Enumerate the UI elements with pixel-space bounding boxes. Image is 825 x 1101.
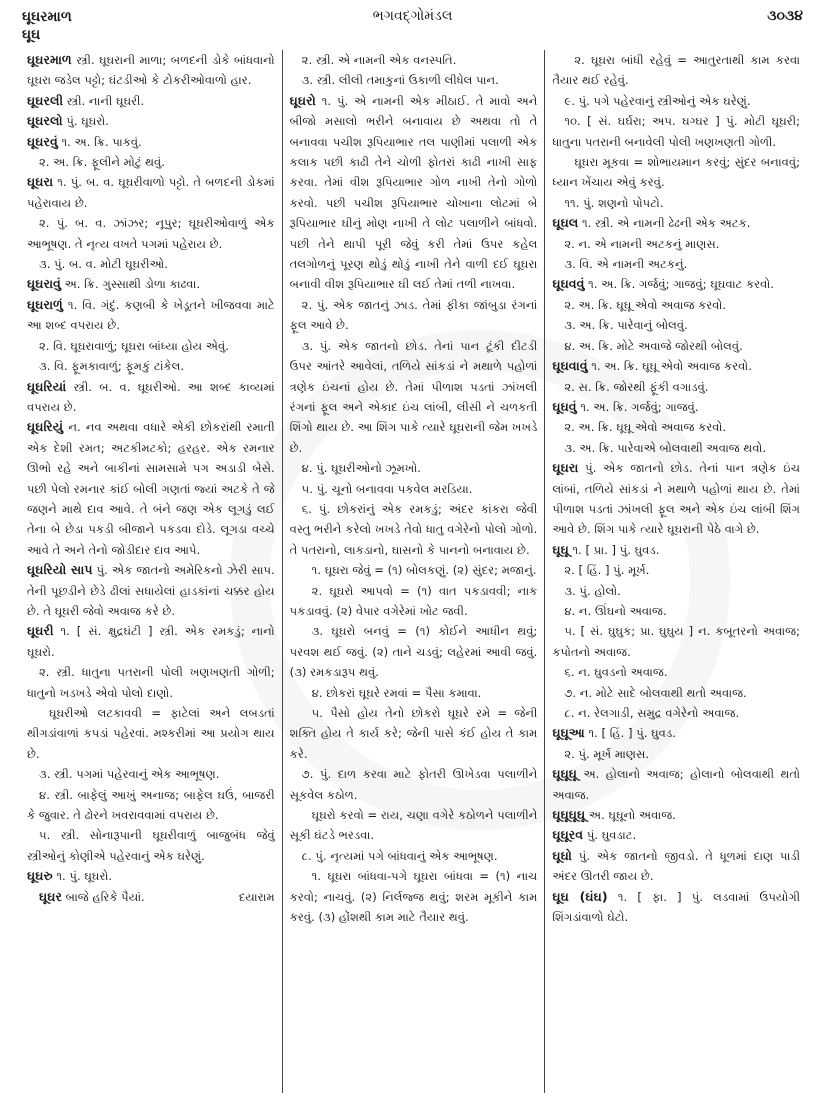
dictionary-entry bbox=[552, 213, 800, 233]
definition-text: પું. એક જાતનો છોડ. તેનાં પાન ત્રણેક ઇંચ લાંબાં, તળિયે સાંકડાં ને મથાળે પહોળાં થાય છે. તેમાં પીળાશ પડતાં ઝાંખલી ફૂલ અને એક ઇંચ લાંબી શિંગ આવે છે. શિંગ પાકે ત્યારે ઘૂઘરાની પેઠે વાગે છે. bbox=[552, 461, 801, 537]
entry-sense bbox=[290, 805, 538, 846]
entry-sense bbox=[290, 581, 538, 622]
entry-sense bbox=[290, 703, 538, 764]
dictionary-entry bbox=[552, 887, 800, 928]
definition-text: ૧. [ પ્રા. ] પું. ઘુવડ. bbox=[568, 542, 660, 557]
definition-text: ૨. ન. એ નામની અટકનું માણસ. bbox=[564, 236, 720, 251]
column-2 bbox=[282, 50, 545, 1093]
definition-text: ૫. સ્ત્રી. સોનારૂપાની ઘૂઘરીવાળું બાજુબંધ જેવું સ્ત્રીઓનું કોણીએ પહેરવાનું એક ઘરેણું. bbox=[27, 828, 275, 863]
entry-sense bbox=[552, 50, 800, 91]
entry-sense bbox=[27, 356, 275, 376]
definition-text: ૯. પું. પગે પહેરવાનું સ્ત્રીઓનું એક ઘરેણું. bbox=[564, 93, 751, 108]
definition-text: ૧. [ સં. ક્ષુદ્રઘંટી ] સ્ત્રી. એક રમકડું; નાનો ઘૂઘરો. bbox=[27, 624, 275, 659]
definition-text: ૧. પું. ઘૂઘરો. bbox=[52, 869, 113, 884]
entry-sense bbox=[290, 764, 538, 805]
headword: ઘૂઘૂઆ bbox=[552, 725, 585, 741]
definition-text: ૧૦. [ સં. ઘર્ઘરા; અપ. ઘગ્ઘર ] પું. મોટી ઘૂઘરી; ધાતુના પતરાની બનાવેલી પોલી ખણખણતી ગોળી. bbox=[552, 114, 801, 149]
dictionary-entry bbox=[552, 540, 800, 560]
definition-text: ૩. સ્ત્રી. પગમાં પહેરવાનું એક આભૂષણ. bbox=[39, 767, 220, 782]
dictionary-entry bbox=[27, 132, 275, 152]
definition-text: ૧. પું. એ નામની એક મીઠાઈ. તે માવો અને બીજો મસાલો ભરીને બનાવાય છે અથવા તો તે બનાવવા પચીશ રૂપિયાભાર તલ પાણીમાં પલાળી એક કલાક પછી કાઢી તેને ચોળી ફોતરાં કાઢી નાખી સાફ કરવા. તેમાં વીશ રૂપિયાભાર ગોળ નાખી તેનો ગોળો કરવો. પછી પચીશ રૂપિયાભાર ચોખાના લોટમાં બે રૂપિયાભાર ઘીનું મોણ નાખી તે લોટ પલાળીને બાંધવો. પછી તેને થાપી પૂરી જેવું કરી તેમાં ઉપર કહેલ તલગોળનું પૂરણ થોડું થોડું નાખી તેને વાળી દઈ ઘૂઘરા બનાવી વીશ રૂપિયાભાર ઘી લઈ તેમાં તળી નાખવા. bbox=[289, 93, 538, 292]
dictionary-entry bbox=[27, 417, 275, 560]
definition-text: ૧. અ. ક્રિ. ઘૂઘૂ એવો અવાજ કરવો. bbox=[587, 359, 752, 374]
entry-sense bbox=[552, 621, 800, 662]
definition-text: ૩. પું. બ. વ. મોટી ઘૂઘરીઓ. bbox=[39, 257, 168, 272]
entry-sense bbox=[552, 111, 800, 152]
headword: ઘૂઘલ bbox=[552, 215, 579, 231]
headword: ઘૂઘરિયો સાપ bbox=[27, 562, 93, 578]
dictionary-entry bbox=[552, 764, 800, 805]
entry-sense bbox=[290, 560, 538, 580]
definition-text: ૭. ન. મોટે સાદે બોલવાથી થતો અવાજ. bbox=[564, 685, 747, 700]
definition-text: સ્ત્રી. બ. વ. ઘૂઘરીઓ. આ શબ્દ કાવ્યમાં વપરાય છે. bbox=[27, 379, 275, 414]
headword: ઘૂઘવાવું bbox=[552, 358, 588, 374]
definition-text: ૨. ઘૂઘરા બાંધી રહેવું = આતુરતાથી કામ કરવા તૈયાર થઈ રહેવું. bbox=[552, 53, 801, 88]
headword: ઘૂઘૂઘૂઘૂ bbox=[552, 807, 586, 823]
definition-text: ૬. ન. ઘુવડનો અવાજ. bbox=[564, 665, 668, 680]
definition-text: ૧. [ હિં. ] પું. ઘુવડ. bbox=[584, 726, 676, 741]
dictionary-entry bbox=[27, 274, 275, 294]
definition-text: ૫. પું. ચૂનો બનાવવા પકવેલ મરડિયા. bbox=[301, 481, 473, 496]
headword: ઘૂઘરમાળ bbox=[27, 52, 72, 67]
definition-text: ૧. [ ફા. ] પું. લડવામાં ઉપયોગી શિંગડાંવાળો ઘેટો. bbox=[552, 889, 801, 925]
definition-text: પું. ઘુવડાટ. bbox=[583, 828, 637, 843]
definition-text: ૧. વિ. ગંદું. કણબી કે ખેડૂતને ખીજવવા માટે આ શબ્દ વપરાય છે. bbox=[27, 297, 275, 333]
definition-text: ઘૂઘરો કરવો = રાય, ચણા વગેરે કઠોળને પલાળીને સૂકી ઘંટડે ભરડવા. bbox=[289, 808, 538, 843]
definition-text: ૧. અ. ક્રિ. પાકવું. bbox=[57, 134, 142, 149]
entry-sense bbox=[552, 744, 800, 764]
guide-word-first: ઘૂઘરમાળ bbox=[22, 9, 72, 25]
definition-text: ૩. પું. એક જાતનો છોડ. તેનાં પાન ટૂંકી દીટડી ઉપર આંતરે આવેલાં, તળિયે સાંકડાં ને મથાળે પહોળાં ત્રણેક ઇંચનાં હોય છે. તેમાં પીળાશ પડતાં ઝાંખલી રંગનાં ફૂલ અને એકાદ ઇંચ લાંબી, લીસી ને ચળકતી શિંગો થાય છે. આ શિંગ પાકે ત્યારે ઘૂઘરાની જેમ ખખડે છે. bbox=[289, 338, 538, 455]
definition-text: ૨. અ. ક્રિ. ફૂલીને મોટું થવું. bbox=[39, 155, 165, 170]
definition-text: ૩. વિ. એ નામની અટકનું. bbox=[564, 257, 688, 272]
entry-sense bbox=[552, 336, 800, 356]
definition-text: ૪. અ. ક્રિ. મોટે અવાજે જોરથી બોલવું. bbox=[564, 338, 743, 353]
entry-sense bbox=[552, 91, 800, 111]
definition-text: ૪. સ્ત્રી. બાફેલું આખું અનાજ; બાફેલ ઘઉં, બાજરી કે જુવાર. તે ઢોરને ખવરાવવામાં વપરાય છે. bbox=[27, 787, 275, 823]
dictionary-entry bbox=[27, 172, 275, 213]
entry-sense bbox=[552, 152, 800, 193]
entry-sense bbox=[552, 234, 800, 254]
definition-text: ૩. પું. હોલો. bbox=[564, 583, 621, 598]
headword: ઘૂઘરલી bbox=[27, 92, 64, 108]
definition-text: સ્ત્રી. નાની ઘૂઘરી. bbox=[63, 93, 145, 108]
entry-sense bbox=[27, 764, 275, 784]
definition-text: ૬. પું. છોકરાંનું એક રમકડું; અંદર કાંકરા જેવી વસ્તુ ભરીને કરેલો ખખડે તેવો ધાતુ વગેરેનો પોલો ગોળો. તે પતરાનો, લાકડાનો, ઘાસનો કે પાનનો બનાવાય છે. bbox=[289, 501, 538, 557]
headword: ઘૂઘરવું bbox=[27, 133, 58, 149]
entry-sense bbox=[290, 336, 538, 458]
entry-sense bbox=[27, 254, 275, 274]
headword: ઘૂઘવવું bbox=[552, 276, 585, 292]
dictionary-entry bbox=[552, 397, 800, 417]
definition-text: ન. નવ અથવા વધારે એકી છોકરાંથી રમાતી એક દેશી રમત; અટકીમટકો; હરહર. એક રમનાર ઊભો રહે અને બાકીનાં સામસામે પગ અડાડી બેસે. પછી પેલો રમનાર કાંઈ બોલી ગણતાં જ્યાં અટકે તે જે જણને માથે દાવ આવે. તે બંને જણ એક લૂગડું લઈ તેના બે છેડા પકડી બીજાને પકડવા દોડે. લૂગડા વચ્ચે આવે તે અને તેનો જોડીદાર દાવ આપે. bbox=[27, 420, 275, 557]
headword: ઘૂઘો bbox=[552, 847, 572, 863]
entry-sense bbox=[552, 193, 800, 213]
entry-sense bbox=[290, 621, 538, 682]
definition-text: અ. ઘૂઘૂનો અવાજ. bbox=[585, 808, 676, 823]
entry-sense bbox=[27, 662, 275, 703]
definition-text: ૮. ન. રેલગાડી, સમુદ્ર વગેરેનો અવાજ. bbox=[564, 706, 740, 720]
headword: ઘૂઘરિયાં bbox=[27, 378, 67, 394]
definition-text: ૪. છોકરાં ઘૂઘરે રમવાં = પૈસા કમાવા. bbox=[311, 685, 482, 700]
dictionary-entry bbox=[552, 356, 800, 376]
page-header bbox=[22, 8, 803, 48]
definition-text: અ. ક્રિ. ગુસ્સાથી ડોળા કાઢવા. bbox=[60, 277, 201, 292]
entry-sense bbox=[552, 560, 800, 580]
definition-text: અ. હોલાનો અવાજ; હોલાનો બોલવાથી થતો અવાજ. bbox=[552, 767, 801, 802]
entry-sense bbox=[290, 295, 538, 336]
entry-sense bbox=[27, 152, 275, 172]
dictionary-entry bbox=[27, 866, 275, 886]
definition-text: ૨. અ. ક્રિ. ઘૂઘૂ એવો અવાજ કરવો. bbox=[564, 420, 727, 435]
dictionary-entry bbox=[27, 295, 275, 336]
definition-text: ૫. પૈસો હોય તેનો છોકરો ઘૂઘરે રમે = જેની શક્તિ હોય તે કાર્ય કરે; જેની પાસે કંઈ હોય તે કામ કરે. bbox=[289, 706, 538, 761]
definition-text: ૮. પું. નૃત્યમાં પગે બાંધવાનું એક આભૂષણ. bbox=[301, 848, 498, 863]
definition-text: ૪. ન. ઊંઘનો અવાજ. bbox=[564, 603, 667, 618]
entry-sense bbox=[27, 887, 275, 907]
dictionary-entry bbox=[552, 723, 800, 743]
headword: ઘૂઘરા bbox=[552, 460, 579, 476]
definition-text: ૩. અ. ક્રિ. પારેવાએ બોલવાથી અવાજ થવો. bbox=[564, 440, 767, 455]
definition-text: ૭. પું. દાળ કરવા માટે ફોતરી ઊખેડવા પલાળીને સૂકવેલ કઠોળ. bbox=[289, 767, 538, 802]
entry-sense bbox=[290, 479, 538, 499]
dictionary-entry bbox=[552, 458, 800, 540]
definition-text: ૧. ઘૂઘરા જેવું = (૧) બોલકણું. (૨) સુંદર; મજાનું. bbox=[311, 563, 537, 578]
quote-author: દયારામ bbox=[238, 889, 275, 904]
headword: ઘૂઘરિયું bbox=[27, 419, 64, 435]
headword: ઘૂઘ (ઘંઘ) bbox=[552, 888, 608, 904]
entry-sense bbox=[290, 846, 538, 866]
definition-text: ૨. સ્ત્રી. ધાતુના પતરાની પોલી ખણખણતી ગોળી; ધાતુનો ખડખડે એવો પોલો દાણો. bbox=[27, 665, 275, 700]
entry-sense bbox=[552, 417, 800, 437]
entry-sense bbox=[27, 336, 275, 356]
entry-sense bbox=[290, 458, 538, 478]
entry-sense bbox=[27, 213, 275, 254]
definition-text: ૧. અ. ક્રિ. ગર્જવું; ગાજવું; ઘૂઘવાટ કરવો. bbox=[584, 277, 774, 292]
definition-text: પું. એક જાતનો જીવડો. તે ધૂળમાં દાણ પાડી અંદર ઊતરી જાય છે. bbox=[552, 848, 801, 884]
headword: ઘૂઘરાવું bbox=[27, 276, 61, 292]
definition-text: ૨. પું. એક જાતનું ઝાડ. તેમાં ફીકા જાંબુડા રંગનાં ફૂલ આવે છે. bbox=[289, 297, 538, 333]
definition-text: ૨. સ્ત્રી. એ નામની એક વનસ્પતિ. bbox=[301, 53, 457, 67]
definition-text: ૩. વિ. ફૂમકાવાળું; ફૂમકું ટાંકેલ. bbox=[39, 359, 185, 374]
definition-text: ૩. ઘૂઘરો બનવું = (૧) કોઈને આધીન થવું; પરવશ થઈ જવું. (૨) તાને ચડવું; લહેરમાં આવી જવું. (૩) રમકડારૂપ થવું. bbox=[289, 624, 538, 680]
column-1 bbox=[20, 50, 282, 1093]
definition-text: ૧. સ્ત્રી. એ નામની ઢેઢની એક અટક. bbox=[578, 216, 751, 231]
definition-text: ૨. પું. બ. વ. ઝાંઝર; નૂપુર; ઘૂઘરીઓવાળું એક આભૂષણ. તે નૃત્ય વખતે પગમાં પહેરાય છે. bbox=[27, 216, 275, 251]
entry-sense bbox=[290, 70, 538, 90]
dictionary-entry bbox=[27, 560, 275, 621]
definition-text: ઘૂઘરા મૂકવા = શોભાયમાન કરવું; સુંદર બનાવવું; ધ્યાન ખેંચાય એવું કરવું. bbox=[552, 155, 801, 190]
definition-text: ૧. અ. ક્રિ. ગર્જવું; ગાજવું. bbox=[576, 399, 699, 414]
dictionary-entry bbox=[552, 825, 800, 845]
entry-sense bbox=[552, 377, 800, 397]
column-3 bbox=[544, 50, 807, 1093]
dictionary-entry bbox=[27, 377, 275, 418]
entry-sense bbox=[552, 703, 800, 723]
entry-sense bbox=[552, 315, 800, 335]
entry-sense bbox=[27, 703, 275, 764]
dictionary-entry bbox=[27, 621, 275, 662]
headword: ઘૂઘરા bbox=[27, 174, 54, 190]
entry-sense bbox=[290, 499, 538, 560]
definition-text: ૨. અ. ક્રિ. ઘૂઘૂ એવો અવાજ કરવો. bbox=[564, 297, 727, 312]
dictionary-entry bbox=[27, 50, 275, 91]
entry-sense bbox=[290, 683, 538, 703]
entry-sense bbox=[27, 825, 275, 866]
entry-sense bbox=[552, 662, 800, 682]
definition-text: ૩. સ્ત્રી. લીલી તમાકુનાં ઉકાળી લીધેલ પાન. bbox=[301, 73, 499, 88]
headword: ઘૂઘરી bbox=[27, 623, 54, 639]
book-title: ભગવદ્ગોમંડલ bbox=[372, 8, 453, 24]
headword: ઘૂઘૂ bbox=[552, 541, 569, 557]
definition-text: ૧૧. પું. શણનો પોપટો. bbox=[564, 195, 664, 210]
definition-text: ૨. [ હિં. ] પું. મૂર્ખ. bbox=[564, 563, 650, 578]
definition-text: ૧. ઘૂઘરા બાંધવા-પગે ઘૂઘરા બાંધવા = (૧) નાચ કરવો; નાચવું. (૨) નિર્લજ્જ થવું; શરમ મૂકીને કામ કરવું. (૩) હોંશથી કામ માટે તૈયાર થવું. bbox=[289, 869, 538, 925]
definition-text: ઘૂઘરીઓ લટકાવવી = ફાટેલાં અને લબડતાં થીગડાંવાળાં કપડાં પહેરવાં. મશ્કરીમાં આ પ્રયોગ થાય છે. bbox=[27, 706, 275, 761]
definition-text: પું. ઘૂઘરો. bbox=[62, 114, 109, 129]
definition-text: સ્ત્રી. ઘૂઘરાની માળા; બળદની ડોકે બાંધવાનો ઘૂઘરા જડેલ પટ્ટો; ઘંટડીઓ કે ટોકરીઓવાળો હાર. bbox=[27, 53, 275, 88]
guide-word-last: ઘૂઘ bbox=[22, 27, 41, 43]
entry-sense bbox=[27, 785, 275, 826]
headword: ઘૂઘરાળું bbox=[27, 296, 63, 312]
entry-sense bbox=[552, 295, 800, 315]
headword: ઘૂઘરુ bbox=[27, 868, 53, 884]
entry-sense bbox=[290, 50, 538, 70]
definition-text: ૨. સ. ક્રિ. જોરથી ફૂંકી વગાડવું. bbox=[564, 379, 709, 394]
headword: ઘૂઘૂરવ bbox=[552, 827, 584, 843]
dictionary-entry bbox=[290, 91, 538, 295]
entry-sense bbox=[552, 683, 800, 703]
page-number: ૩૦૩૪ bbox=[767, 8, 803, 24]
definition-text: ૪. પું. ઘૂઘરીઓનો ઝૂમખો. bbox=[301, 461, 421, 476]
headword: ઘૂઘર bbox=[39, 888, 62, 904]
dictionary-entry bbox=[27, 91, 275, 111]
definition-text: બાજે હરિકે પૈયાં. bbox=[61, 889, 145, 904]
entry-sense bbox=[552, 254, 800, 274]
definition-text: ૩. અ. ક્રિ. પારેવાનું બોલવું. bbox=[564, 318, 688, 333]
headword: ઘૂઘરો bbox=[289, 92, 316, 108]
headword: ઘૂઘૂઘૂ bbox=[552, 766, 578, 782]
entry-sense bbox=[552, 601, 800, 621]
dictionary-entry bbox=[552, 274, 800, 294]
definition-text: ૨. પું. મૂર્ખ માણસ. bbox=[564, 746, 650, 761]
dictionary-columns bbox=[20, 50, 807, 1093]
definition-text: ૨. વિ. ઘૂઘરાવાળું; ઘૂઘરા બાંધ્યા હોય એવું. bbox=[39, 338, 229, 353]
dictionary-entry bbox=[552, 805, 800, 825]
definition-text: પું. એક જાતનો અમેરિકનો ઝેરી સાપ. તેની પૂછડીને છેડે ઢીલાં સધાયેલાં હાડકાંનાં ચક્કર હોય છે. તે ઘૂઘરી જેવો અવાજ કરે છે. bbox=[27, 563, 275, 618]
definition-text: ૫. [ સં. ઘુઘુક; પ્રા. ઘુઘુય ] ન. કબૂતરનો અવાજ; કપોતનો અવાજ. bbox=[552, 624, 801, 659]
dictionary-entry bbox=[552, 846, 800, 887]
headword: ઘૂઘવું bbox=[552, 398, 577, 414]
entry-sense bbox=[552, 438, 800, 458]
headword: ઘૂઘરલો bbox=[27, 113, 63, 129]
definition-text: ૨. ઘૂઘરો આપવો = (૧) વાત પકડાવવી; નાક પકડાવવું. (૨) વેપાર વગેરેમાં ખોટ જવી. bbox=[289, 583, 538, 618]
entry-sense bbox=[290, 866, 538, 927]
definition-text: ૧. પું. બ. વ. ઘૂઘરીવાળો પટ્ટો. તે બળદની ડોકમાં પહેરાવાય છે. bbox=[27, 175, 275, 210]
entry-sense bbox=[552, 581, 800, 601]
dictionary-entry bbox=[27, 111, 275, 131]
